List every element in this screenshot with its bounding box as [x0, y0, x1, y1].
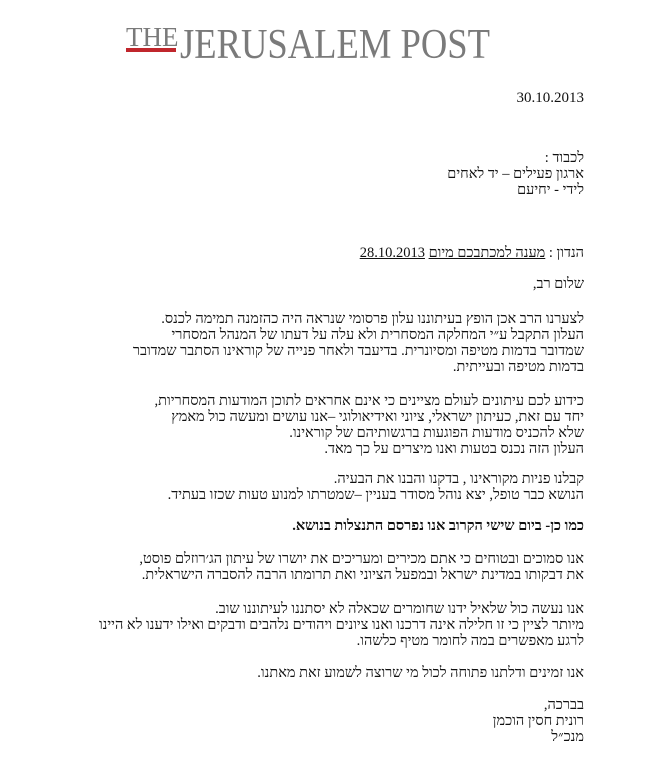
p7-line: אנו זמינים ודלתנו פתוחה לכול מי שרוצה לשמוע זאת מאתנו. [257, 665, 584, 681]
p1-line: העלון התקבל ע״י המחלקה המסחרית ולא עלה על דעתו של המנהל המסחרי [171, 327, 584, 343]
to-organization: ארגון פעילים – יד לאחים [447, 166, 584, 182]
p1-line: לצערנו הרב אכן הופץ בעיתוננו עלון פרסומי שנראה היה כהזמנה תמימה לכנס. [161, 311, 584, 327]
p1-line: שמדובר בדמות מטיפה ומסיונרית. בדיעבד ולאחר פנייה של קוראינו הסתבר שמדובר [132, 343, 584, 359]
subject-line [360, 245, 584, 261]
p1-line: בדמות מטיפה ובעייתית. [452, 359, 584, 375]
p6-line: מיותר לציין כי זו חלילה אינה דרכנו ואנו ציונים ויהודים נלהבים ודבקים ואילו ידענו לא היינו [98, 617, 584, 633]
p6-line: לרגע מאפשרים במה לחומר מטיף כלשהו. [356, 633, 584, 649]
signer-name: רונית חסין הוכמן [492, 713, 584, 729]
closing: בברכה, [543, 697, 584, 713]
apology-notice: כמו כן- ביום שישי הקרוב אנו נפרסם התנצלות בנושא. [292, 518, 584, 534]
p2-line: יחד עם זאת, כעיתון ישראלי, ציוני ואידיאולוגי –אנו עושים ומעשה כול מאמץ [171, 409, 584, 425]
logo-the: THE [126, 22, 179, 52]
subject-date: 28.10.2013 [359, 245, 425, 261]
p5-line: אנו סמוכים ובטוחים כי אתם מכירים ומעריכים את יושרו של עיתון הג׳רוזלם פוסט, [139, 551, 584, 567]
letter-date: 30.10.2013 [516, 90, 584, 106]
greeting: שלום רב, [532, 276, 584, 292]
jerusalem-post-logo [124, 10, 494, 66]
signer-title: מנכ״ל [551, 729, 584, 745]
subject-text: מענה למכתבכם מיום [428, 245, 546, 261]
logo-title: JERUSALEM POST [180, 22, 490, 68]
p3-line: קבלנו פניות מקוראינו , בדקנו והבנו את הבעיה. [333, 471, 584, 487]
p2-line: שלא להכניס מודעות הפוגעות ברגשותיהם של קוראינו. [289, 425, 584, 441]
p2-line: העלון הזה נכנס בטעות ואנו מיצרים על כך מאד. [324, 441, 584, 457]
p5-line: את דבקותו במדינת ישראל ובמפעל הציוני ואת תרומתו הרבה להסברה הישראלית. [141, 567, 584, 583]
p2-line: כידוע לכם עיתונים לעולם מציינים כי אינם אחראים לתוכן המודעות המסחריות, [154, 393, 584, 409]
subject-label: הנדון : [548, 245, 584, 261]
to-attention: לידי - יחיעם [517, 182, 584, 198]
to-label: לכבוד : [544, 150, 584, 166]
p6-line: אנו נעשה כול שלאיל ידנו שחומרים שכאלה לא יסתננו לעיתוננו שוב. [215, 601, 584, 617]
p3-line: הנושא כבר טופל, יצא נוהל מסודר בעניין –שמטרתו למנוע טעות שכזו בעתיד. [167, 487, 584, 503]
